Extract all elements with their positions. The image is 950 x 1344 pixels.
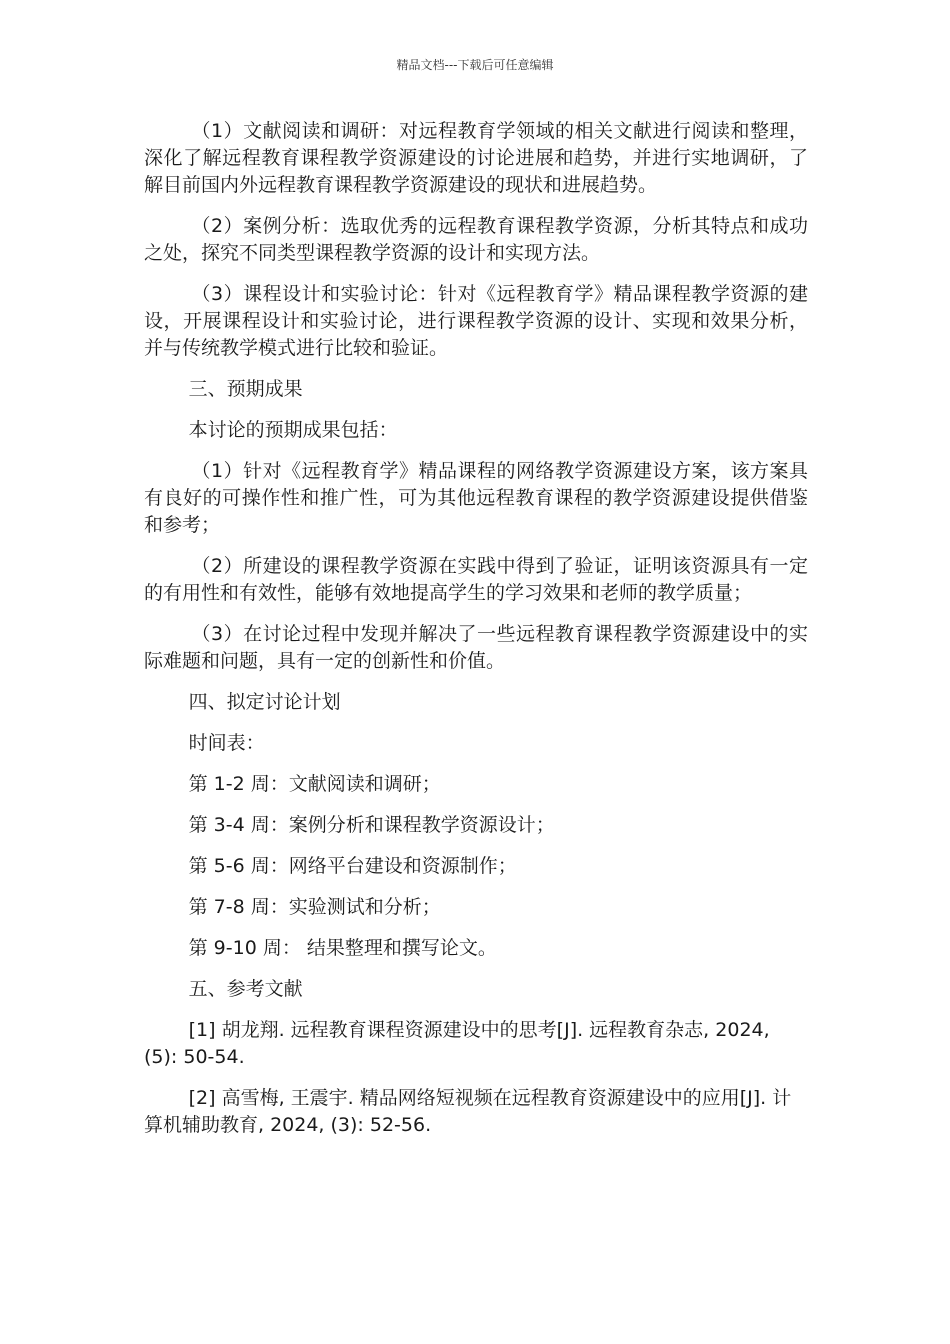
method-item-literature: （1）文献阅读和调研：对远程教育学领域的相关文献进行阅读和整理，深化了解远程教育课程教学资源建设的讨论进展和趋势，并进行实地调研，了解目前国内外远程教育课程教学资源建设的现状和进展趋势。 [144, 120, 808, 196]
schedule-item: 第 9-10 周： 结果整理和撰写论文。 [188, 937, 497, 959]
schedule-item: 第 1-2 周：文献阅读和调研； [188, 773, 441, 795]
reference-item: [2] 高雪梅, 王震宇. 精品网络短视频在远程教育资源建设中的应用[J]. 计算机辅助教育, 2024, (3): 52-56. [144, 1087, 792, 1136]
schedule-item: 第 5-6 周：网络平台建设和资源制作； [188, 855, 517, 877]
expected-results-intro: 本讨论的预期成果包括： [188, 419, 398, 441]
timetable-label: 时间表： [188, 732, 265, 754]
section-heading-plan: 四、拟定讨论计划 [188, 691, 341, 713]
expected-result-item: （3）在讨论过程中发现并解决了一些远程教育课程教学资源建设中的实际难题和问题，具有一定的创新性和价值。 [144, 623, 808, 672]
section-heading-expected-results: 三、预期成果 [188, 378, 303, 400]
expected-result-item: （1）针对《远程教育学》精品课程的网络教学资源建设方案，该方案具有良好的可操作性和推广性，可为其他远程教育课程的教学资源建设提供借鉴和参考； [144, 460, 808, 536]
page-header: 精品文档---下载后可任意编辑 [396, 58, 554, 72]
document-body [144, 118, 808, 1153]
reference-item: [1] 胡龙翔. 远程教育课程资源建设中的思考[J]. 远程教育杂志, 2024, (5): 50-54. [144, 1019, 770, 1068]
schedule-item: 第 7-8 周：实验测试和分析； [188, 896, 441, 918]
schedule-item: 第 3-4 周：案例分析和课程教学资源设计； [188, 814, 555, 836]
section-heading-references: 五、参考文献 [188, 978, 303, 1000]
expected-result-item: （2）所建设的课程教学资源在实践中得到了验证，证明该资源具有一定的有用性和有效性，能够有效地提高学生的学习效果和老师的教学质量； [144, 555, 808, 604]
method-item-course-design: （3）课程设计和实验讨论：针对《远程教育学》精品课程教学资源的建设，开展课程设计和实验讨论，进行课程教学资源的设计、实现和效果分析，并与传统教学模式进行比较和验证。 [144, 283, 808, 359]
method-item-case-analysis: （2）案例分析：选取优秀的远程教育课程教学资源，分析其特点和成功之处，探究不同类型课程教学资源的设计和实现方法。 [144, 215, 808, 264]
